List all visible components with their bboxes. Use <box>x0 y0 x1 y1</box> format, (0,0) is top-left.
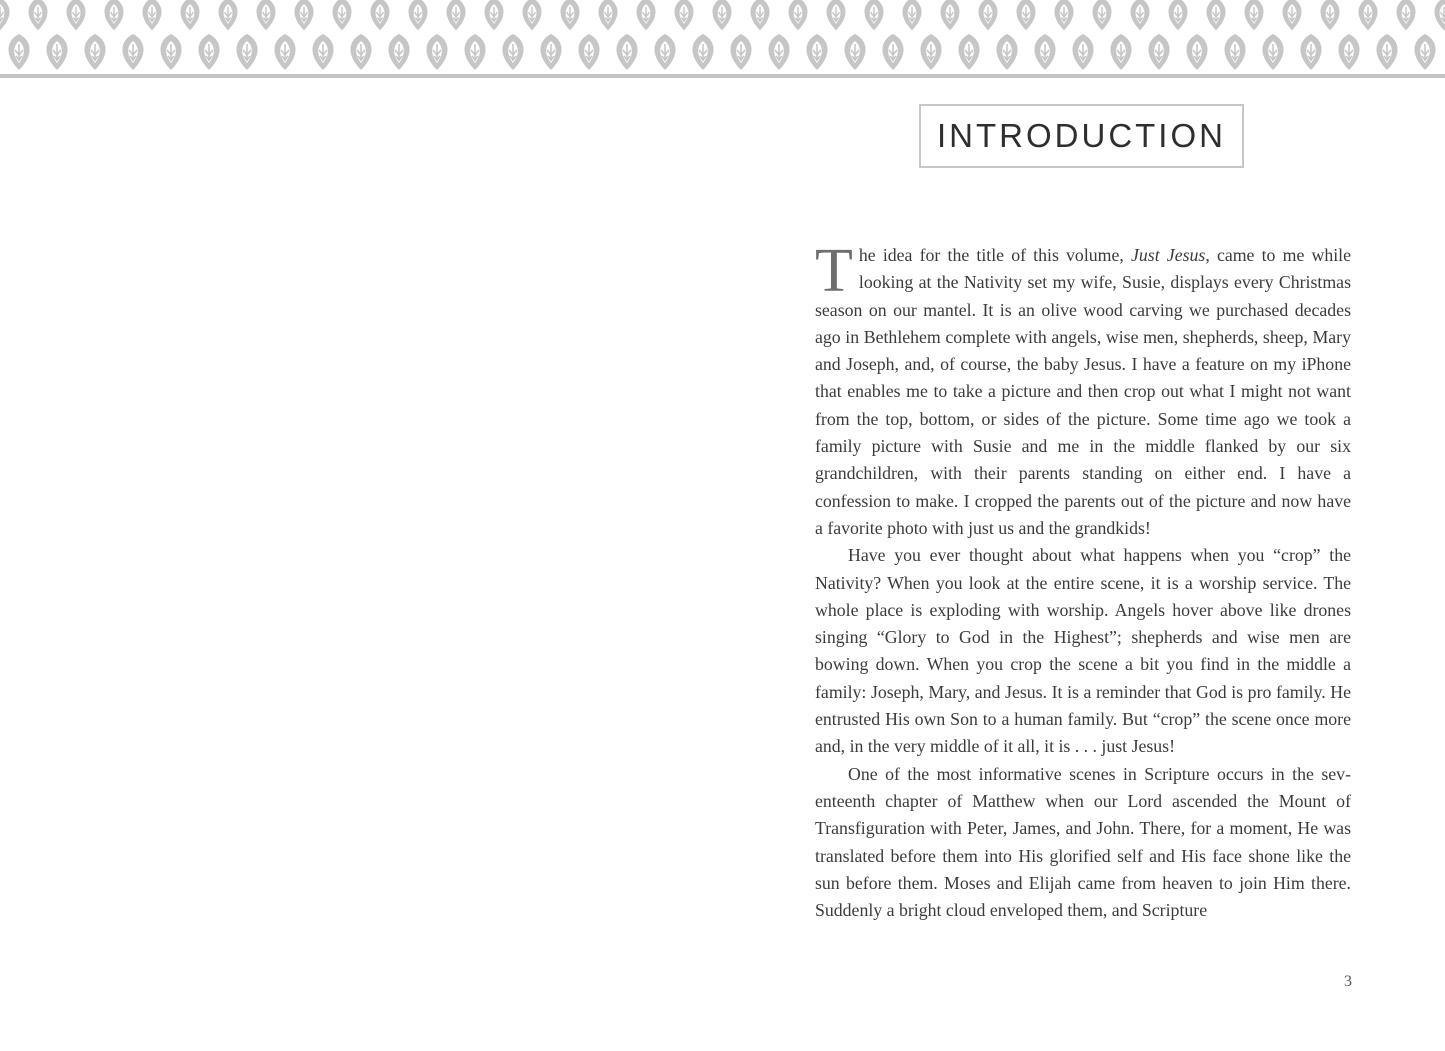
palmette-ornament-icon <box>1338 34 1359 70</box>
title-box <box>919 104 1244 168</box>
page-title: INTRODUCTION <box>937 117 1226 154</box>
palmette-ornament-icon <box>257 0 276 30</box>
palmette-ornament-icon <box>1148 34 1169 70</box>
palmette-ornament-icon <box>0 0 9 30</box>
palmette-ornament-icon <box>903 0 922 30</box>
palmette-ornament-icon <box>46 34 67 70</box>
palmette-ornament-icon <box>561 0 580 30</box>
palmette-ornament-icon <box>1414 34 1435 70</box>
palmette-ornament-icon <box>274 34 295 70</box>
palmette-ornament-icon <box>1034 34 1055 70</box>
palmette-ornament-icon <box>160 34 181 70</box>
paragraph-1-rest: , came to me while looking at the Nativity set my wife, Susie, displays every Christmas season on our mantel. It is an olive wood carving we purchased decades ago in Bethlehem complete with angels, wise men, shepherds, sheep, Mary and Joseph, and, of course, the baby Jesus. I have a feature on my iPhone that enables me to take a picture and then crop out what I might not want from the top, bottom, or sides of the picture. Some time ago we took a family picture with Susie and me in the middle flanked by our six grandchildren, with their parents standing on either end. I have a confession to make. I cropped the parents out of the picture and now have a favorite photo with just us and the grandkids! <box>815 245 1351 538</box>
palmette-ornament-icon <box>730 34 751 70</box>
palmette-ornament-icon <box>637 0 656 30</box>
palmette-ornament-icon <box>996 34 1017 70</box>
palmette-ornament-icon <box>1110 34 1131 70</box>
body-text <box>815 237 1351 924</box>
border-rule <box>0 74 1445 78</box>
palmette-ornament-icon <box>865 0 884 30</box>
palmette-ornament-icon <box>84 34 105 70</box>
palmette-ornament-icon <box>844 34 865 70</box>
palmette-ornament-icon <box>67 0 86 30</box>
palmette-ornament-icon <box>789 0 808 30</box>
palmette-ornament-icon <box>713 0 732 30</box>
palmette-ornament-icon <box>751 0 770 30</box>
paragraph-3: One of the most informative scenes in Scripture occurs in the seventeenth chapter of Matthew when our Lord ascended the Mount of Transfiguration with Peter, James, and John. There, for a moment, He was translated before them into His glorified self and His face shone like the sun before them. Moses and Elijah came from heaven to join Him there. Suddenly a bright cloud enveloped them, and Scripture <box>815 763 1351 921</box>
paragraph-1 <box>815 237 1351 542</box>
palmette-ornament-icon <box>1093 0 1112 30</box>
palmette-ornament-icon <box>1186 34 1207 70</box>
palmette-ornament-icon <box>1207 0 1226 30</box>
palmette-ornament-icon <box>1245 0 1264 30</box>
palmette-ornament-icon <box>1055 0 1074 30</box>
palmette-ornament-icon <box>122 34 143 70</box>
palmette-ornament-icon <box>1072 34 1093 70</box>
palmette-ornament-icon <box>806 34 827 70</box>
palmette-ornament-icon <box>599 0 618 30</box>
palmette-ornament-icon <box>654 34 675 70</box>
palmette-ornament-icon <box>958 34 979 70</box>
palmette-ornament-icon <box>1300 34 1321 70</box>
book-title: Just Jesus <box>1131 245 1206 265</box>
palmette-ornament-icon <box>198 34 219 70</box>
palmette-ornament-icon <box>29 0 48 30</box>
paragraph-2: Have you ever thought about what happens when you “crop” the Nativity? When you look at the entire scene, it is a worship service. The whole place is exploding with worship. Angels hover above like drones singing “Glory to God in the Highest”; shepherds and wise men are bowing down. When you crop the scene a bit you find in the middle a family: Joseph, Mary, and Jesus. It is a reminder that God is pro family. He entrusted His own Son to a human family. But “crop” the scene once more and, in the very middle of it all, it is . . . just Jesus! <box>815 545 1351 757</box>
palmette-ornament-icon <box>920 34 941 70</box>
palmette-ornament-icon <box>1017 0 1036 30</box>
palmette-ornament-icon <box>1376 34 1397 70</box>
palmette-ornament-icon <box>105 0 124 30</box>
palmette-ornament-icon <box>502 34 523 70</box>
palmette-ornament-icon <box>1283 0 1302 30</box>
palmette-ornament-icon <box>409 0 428 30</box>
palmette-ornament-icon <box>523 0 542 30</box>
palmette-ornament-icon <box>426 34 447 70</box>
palmette-ornament-icon <box>1321 0 1340 30</box>
drop-cap: T <box>815 237 853 305</box>
palmette-ornament-icon <box>1131 0 1150 30</box>
palmette-ornament-icon <box>675 0 694 30</box>
palmette-ornament-icon <box>485 0 504 30</box>
palmette-ornament-icon <box>540 34 561 70</box>
palmette-ornament-icon <box>388 34 409 70</box>
palmette-ornament-icon <box>333 0 352 30</box>
palmette-ornament-icon <box>8 34 29 70</box>
palmette-ornament-icon <box>1169 0 1188 30</box>
palmette-ornament-icon <box>692 34 713 70</box>
palmette-ornament-icon <box>768 34 789 70</box>
palmette-ornament-icon <box>882 34 903 70</box>
palmette-ornament-icon <box>1262 34 1283 70</box>
palmette-ornament-icon <box>0 0 1445 76</box>
palmette-ornament-icon <box>578 34 599 70</box>
palmette-ornament-icon <box>1359 0 1378 30</box>
palmette-ornament-icon <box>1224 34 1245 70</box>
palmette-ornament-icon <box>181 0 200 30</box>
palmette-ornament-icon <box>1435 0 1445 30</box>
palmette-ornament-icon <box>295 0 314 30</box>
palmette-ornament-icon <box>236 34 257 70</box>
palmette-ornament-icon <box>1397 0 1416 30</box>
page-number: 3 <box>1344 973 1352 990</box>
decorative-border <box>0 0 1445 80</box>
paragraph-1-start: he idea for the title of this volume, <box>858 245 1131 265</box>
palmette-ornament-icon <box>350 34 371 70</box>
palmette-ornament-icon <box>979 0 998 30</box>
palmette-ornament-icon <box>143 0 162 30</box>
palmette-ornament-icon <box>447 0 466 30</box>
palmette-ornament-icon <box>464 34 485 70</box>
palmette-ornament-icon <box>219 0 238 30</box>
palmette-ornament-icon <box>371 0 390 30</box>
palmette-ornament-icon <box>827 0 846 30</box>
palmette-ornament-icon <box>616 34 637 70</box>
palmette-ornament-icon <box>312 34 333 70</box>
palmette-ornament-icon <box>941 0 960 30</box>
